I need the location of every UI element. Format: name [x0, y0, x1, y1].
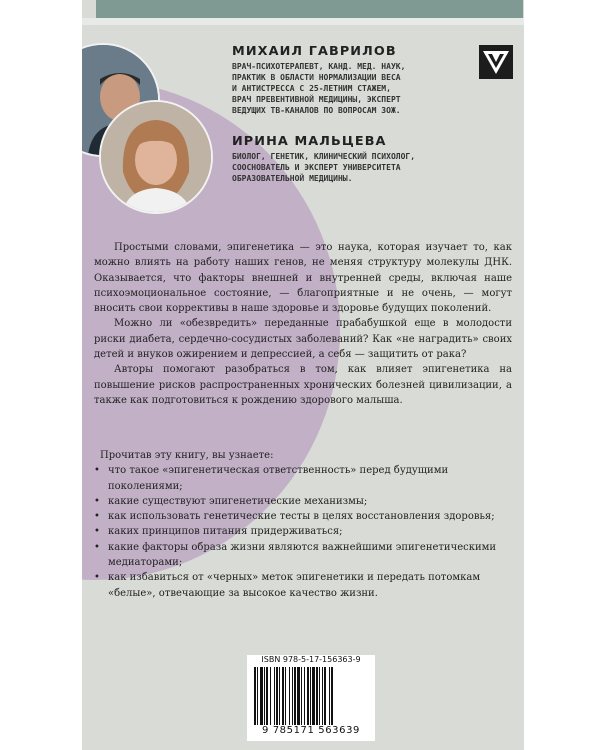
ean-number: 9 785171 563639	[261, 725, 361, 736]
barcode-bar	[282, 667, 284, 725]
barcode-bar	[257, 667, 258, 725]
barcode-bar	[297, 667, 300, 725]
what-you-learn	[88, 448, 508, 601]
learn-item: • каких принципов питания придерживаться;	[88, 524, 508, 539]
barcode-bar	[329, 667, 330, 725]
barcode-bar	[294, 667, 296, 725]
book-description	[94, 240, 512, 408]
learn-item: • какие факторы образа жизни являются важнейшими эпигенетическими медиаторами;	[88, 540, 508, 571]
author-1-bio	[232, 61, 405, 116]
learn-list	[88, 463, 508, 601]
description-paragraph: Можно ли «обезвредить» переданные прабабушкой еще в молодости риски диабета, сердечно-сосудистых заболеваний? Как «не наградить» своих детей и внуков ожирением и депрессией, а себя — защитить от рака?	[94, 318, 512, 361]
barcode-bar	[254, 667, 256, 725]
description-paragraph: Авторы помогают разобраться в том, как влияет эпигенетика на повышение рисков распространенных хронических болезней цивилизации, а также как подготовиться к рождению здорового малыша.	[94, 364, 512, 406]
barcode-bar	[304, 667, 305, 725]
barcode-bar	[279, 667, 280, 725]
barcode-bar	[324, 667, 326, 725]
logo-v-icon	[479, 45, 513, 79]
barcode-bar	[276, 667, 278, 725]
barcode-bar	[310, 667, 311, 725]
author-1-name: МИХАИЛ ГАВРИЛОВ	[232, 44, 397, 59]
barcode-bar	[260, 667, 263, 725]
learn-item: • как использовать генетические тесты в целях восстановления здоровья;	[88, 509, 508, 524]
learn-item: • как избавиться от «черных» меток эпигенетики и передать потомкам «белые», отвечающие за высокое качество жизни.	[88, 570, 508, 601]
barcode-bar	[270, 667, 271, 725]
barcode-bar	[264, 667, 265, 725]
author-1-bio-line: ВЕДУЩИХ ТВ-КАНАЛОВ ПО ВОПРОСАМ ЗОЖ.	[232, 106, 401, 116]
author-2-bio-line: БИОЛОГ, ГЕНЕТИК, КЛИНИЧЕСКИЙ ПСИХОЛОГ,	[232, 152, 416, 161]
learn-item: • какие существуют эпигенетические механизмы;	[88, 494, 508, 509]
author-1-bio-line: И АНТИСТРЕССА С 25-ЛЕТНИМ СТАЖЕМ,	[232, 84, 391, 94]
barcode-bar	[316, 667, 318, 725]
author-2-bio-line: СОOСНОВАТЕЛЬ И ЭКСПЕРТ УНИВЕРСИТЕТА	[232, 163, 401, 173]
barcode-bar	[312, 667, 315, 725]
description-paragraph: Простыми словами, эпигенетика — это наука, которая изучает то, как можно влиять на работу наших генов, не меняя структуру молекулы ДНК. Оказывается, что факторы внешней и внутренней среды, включая наше психоэмоциональное состояние, — благоприятные и не очень, — могут вносить свои коррективы в наше здоровье и здоровье будущих поколений.	[94, 242, 512, 315]
barcode-bar	[274, 667, 275, 725]
author-2-bio	[232, 151, 415, 184]
barcode-block	[247, 655, 375, 741]
learn-intro: Прочитав эту книгу, вы узнаете:	[100, 450, 274, 461]
author-1-bio-line: ВРАЧ ПРЕВЕНТИВНОЙ МЕДИЦИНЫ, ЭКСПЕРТ	[232, 95, 401, 105]
barcode-bar	[301, 667, 302, 725]
barcode-bar	[319, 667, 320, 725]
back-cover	[82, 0, 524, 750]
author-photo-2	[99, 100, 213, 214]
author-1-bio-line: ВРАЧ-ПСИХОТЕРАПЕВТ, КАНД. МЕД. НАУК,	[232, 62, 406, 71]
top-color-strip	[96, 0, 523, 18]
publisher-logo	[479, 45, 513, 79]
barcode-bar	[285, 667, 286, 725]
author-portrait-2	[101, 102, 211, 212]
author-2-bio-line: ОБРАЗОВАТЕЛЬНОЙ МЕДИЦИНЫ.	[232, 174, 353, 184]
isbn-number: ISBN 978-5-17-156363-9	[261, 655, 361, 664]
barcode-bar	[331, 667, 333, 725]
barcode-bar	[289, 667, 290, 725]
barcode-bar	[292, 667, 293, 725]
learn-item: • что такое «эпигенетическая ответственность» перед будущими поколениями;	[88, 463, 508, 494]
top-light-strip	[82, 18, 524, 25]
barcode-bar	[322, 667, 323, 725]
barcode-bar	[307, 667, 309, 725]
barcode-bar	[266, 667, 268, 725]
author-2-name: ИРИНА МАЛЬЦЕВА	[232, 134, 387, 149]
author-1-bio-line: ПРАКТИК В ОБЛАСТИ НОРМАЛИЗАЦИИ ВЕСА	[232, 73, 401, 83]
barcode-bars	[254, 667, 368, 725]
